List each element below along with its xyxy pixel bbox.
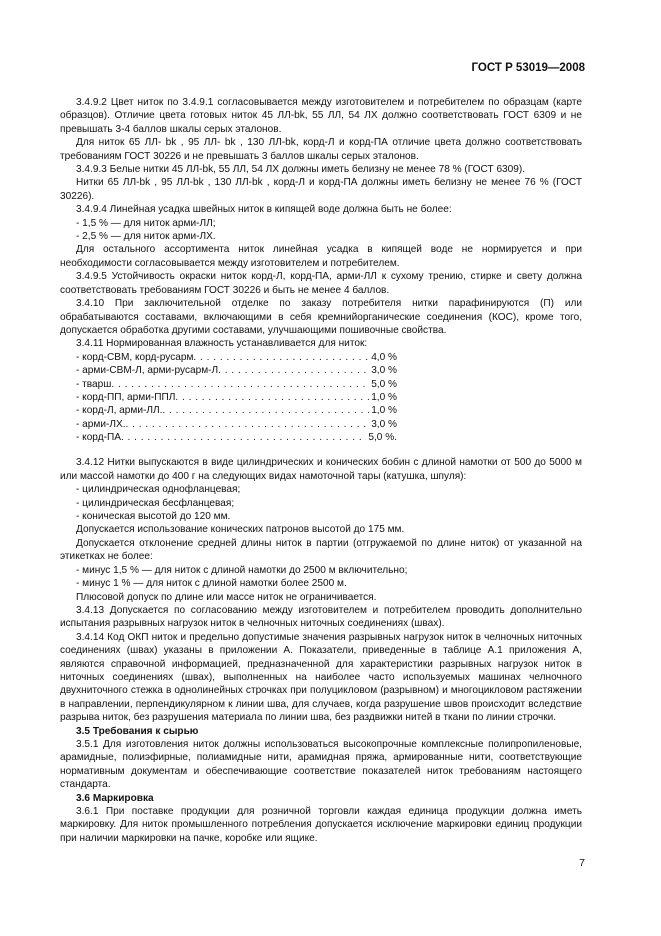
list-item: - 1,5 % — для ниток арми-ЛЛ; xyxy=(76,217,216,229)
moisture-row xyxy=(76,378,397,391)
section-heading: 3.6 Маркировка xyxy=(76,792,154,804)
paragraph: 3.4.11 Нормированная влажность устанавливается для ниток: xyxy=(76,338,368,350)
list-item: - минус 1 % — для ниток с длиной намотки более 2500 м. xyxy=(76,578,347,590)
moisture-name: - корд-ПП, арми-ППЛ xyxy=(76,391,176,403)
list-item: - минус 1,5 % — для ниток с длиной намотки до 2500 м включительно; xyxy=(76,564,408,576)
paragraph: 3.4.14 Код ОКП ниток и предельно допустимые значения разрывных нагрузок ниток в челночных ниточных соединениях (швах) указаны в приложении А. Показатели, приведенные в таблице А.1 приложения А, являются справочной информацией, предназначенной для характеристики разрывных нагрузок ниток в ниточных соединениях (швах), выполненных на наиболее часто используемых машинах челночного двухниточного стежка в однолинейных строчках при полуцикловом (разрывном) и многоцикловом растяжении в направлении, перпендикулярном к линии шва, для случаев, когда разрушение швов происходит вследствие разрыва ниток, без разрушения материала по линии шва, без раздвижки нитей в ткани по линии строчки. xyxy=(60,631,582,724)
paragraph: Для остального ассортимента ниток линейная усадка в кипящей воде не нормируется и при необходимости согласовывается между изготовителем и потребителем. xyxy=(60,244,582,269)
list-item: - 2,5 % — для ниток арми-ЛХ. xyxy=(76,231,216,243)
moisture-value: 5,0 %. xyxy=(368,432,397,444)
moisture-value: 3,0 % xyxy=(371,365,397,377)
list-item: - коническая высотой до 120 мм. xyxy=(76,511,231,523)
paragraph: 3.4.9.3 Белые нитки 45 ЛЛ-bk, 55 ЛЛ, 54 ЛХ должны иметь белизну не менее 78 % (ГОСТ 6309). xyxy=(76,164,526,176)
paragraph: 3.4.12 Нитки выпускаются в виде цилиндрических и конических бобин с длиной намотки от 500 до 5000 м или массой намотки до 400 г на следующих видах намоточной тары (катушка, шпуля): xyxy=(60,457,582,482)
moisture-name: - корд-ПА xyxy=(76,432,121,444)
moisture-row xyxy=(76,391,397,404)
moisture-value: 1,0 % xyxy=(371,405,397,417)
moisture-name: - арми-СВМ-Л, арми-русарм-Л xyxy=(76,365,219,377)
page-number: 7 xyxy=(579,857,585,869)
paragraph: 3.4.13 Допускается по согласованию между изготовителем и потребителем проводить дополнительно испытания разрывных нагрузок ниток в челночных ниточных соединениях (швах). xyxy=(60,604,582,630)
paragraph: 3.5.1 Для изготовления ниток должны использоваться высокопрочные комплексные полипропиленовые, арамидные, полиэфирные, полиамидные нити, арамидная пряжа, армированные нити, соответствующие нормативным документам и обеспечивающие соответствие показателей ниток требованиям настоящего стандарта. xyxy=(60,738,582,791)
list-item: - цилиндрическая бесфланцевая; xyxy=(76,497,235,509)
moisture-name: - корд-Л, арми-ЛЛ. xyxy=(76,405,163,417)
moisture-list xyxy=(60,351,582,445)
paragraph: 3.4.10 При заключительной отделке по заказу потребителя нитки парафинируются (П) или обрабатываются составами, включающими в себя кремнийорганические соединения (КОС), кроме того, допускается обработка другими составами, улучшающими пошивочные свойства. xyxy=(60,298,582,336)
moisture-value: 3,0 % xyxy=(371,418,397,430)
moisture-name: - корд-СВМ, корд-русарм xyxy=(76,351,194,363)
paragraph: Для ниток 65 ЛЛ- bk , 95 ЛЛ- bk , 130 ЛЛ-bk, корд-Л и корд-ПА отличие цвета должно соответствовать требованиям ГОСТ 30226 и не превышать 3 баллов шкалы серых эталонов. xyxy=(60,137,582,162)
paragraph: Нитки 65 ЛЛ-bk , 95 ЛЛ-bk , 130 ЛЛ-bk , корд-Л и корд-ПА должны иметь белизну не менее 76 % (ГОСТ 30226). xyxy=(60,177,582,202)
moisture-name: - тварш xyxy=(76,378,112,390)
paragraph: 3.6.1 При поставке продукции для розничной торговли каждая единица продукции должна иметь маркировку. Для ниток промышленного потребления допускается исключение маркировки единиц продукции при наличии маркировки на пачке, коробке или ящике. xyxy=(60,806,582,844)
moisture-row xyxy=(76,418,397,431)
moisture-name: - арми-ЛХ. xyxy=(76,418,126,430)
moisture-row xyxy=(76,431,397,444)
document-header: ГОСТ Р 53019—2008 xyxy=(471,62,585,74)
moisture-value: 1,0 % xyxy=(371,391,397,403)
moisture-row xyxy=(76,364,397,377)
paragraph: Плюсовой допуск по длине или массе ниток не ограничивается. xyxy=(76,591,377,603)
moisture-value: 4,0 % xyxy=(371,351,397,363)
list-item: - цилиндрическая однофланцевая; xyxy=(76,484,241,496)
moisture-value: 5,0 % xyxy=(371,378,397,390)
document-body xyxy=(60,96,582,845)
paragraph: 3.4.9.4 Линейная усадка швейных ниток в кипящей воде должна быть не более: xyxy=(76,204,452,216)
section-heading: 3.5 Требования к сырью xyxy=(76,725,199,737)
paragraph: Допускается использование конических патронов высотой до 175 мм. xyxy=(76,524,405,536)
paragraph: 3.4.9.5 Устойчивость окраски ниток корд-Л, корд-ПА, арми-ЛЛ к сухому трению, стирке и свету должна соответствовать требованиям ГОСТ 30226 и быть не менее 4 баллов. xyxy=(60,271,582,296)
moisture-row xyxy=(76,404,397,417)
moisture-row xyxy=(76,351,397,364)
paragraph: 3.4.9.2 Цвет ниток по 3.4.9.1 согласовывается между изготовителем и потребителем по образцам (карте образцов). Отличие цвета готовых ниток 45 ЛЛ-bk, 55 ЛЛ, 54 ЛХ должно соответствовать ГОСТ 6309 и не превышать 3-4 баллов шкалы серых эталонов. xyxy=(60,97,582,135)
paragraph: Допускается отклонение средней длины ниток в партии (отгружаемой по длине ниток) от указанной на этикетках не более: xyxy=(60,537,582,563)
